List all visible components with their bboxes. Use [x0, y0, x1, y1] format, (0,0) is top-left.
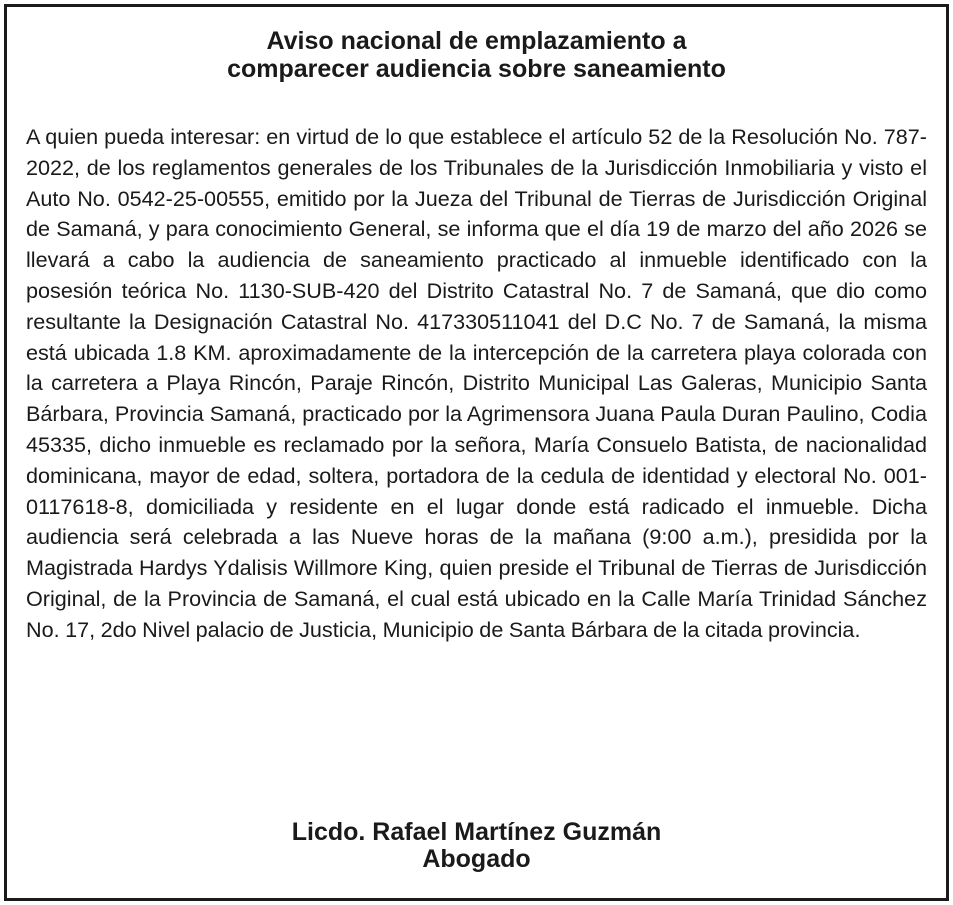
- notice-title: [7, 27, 946, 83]
- signer-name: Licdo. Rafael Martínez Guzmán: [291, 818, 662, 846]
- signer-title: Abogado: [422, 845, 531, 873]
- notice-title-line-2: comparecer audiencia sobre saneamiento: [227, 55, 726, 83]
- notice-title-line-1: Aviso nacional de emplazamiento a: [266, 27, 687, 55]
- signature-block: [7, 819, 946, 873]
- legal-notice: [4, 4, 949, 901]
- notice-body: A quien pueda interesar: en virtud de lo que establece el artículo 52 de la Resolución No. 787-2022, de los reglamentos generales de los Tribunales de la Jurisdicción Inmobiliaria y visto el Auto No. 0542-25-00555, emitido por la Jueza del Tribunal de Tierras de Jurisdicción Original de Samaná, y para conocimiento General, se informa que el día 19 de marzo del año 2026 se llevará a cabo la audiencia de saneamiento practicado al inmueble identificado con la posesión teórica No. 1130-SUB-420 del Distrito Catastral No. 7 de Samaná, que dio como resultante la Designación Catastral No. 417330511041 del D.C No. 7 de Samaná, la misma está ubicada 1.8 KM. aproximadamente de la intercepción de la carretera playa colorada con la carretera a Playa Rincón, Paraje Rincón, Distrito Municipal Las Galeras, Municipio Santa Bárbara, Provincia Samaná, practicado por la Agrimensora Juana Paula Duran Paulino, Codia 45335, dicho inmueble es reclamado por la señora, María Consuelo Batista, de nacionalidad dominicana, mayor de edad, soltera, portadora de la cedula de identidad y electoral No. 001-0117618-8, domiciliada y residente en el lugar donde está radicado el inmueble. Dicha audiencia será celebrada a las Nueve horas de la mañana (9:00 a.m.), presidida por la Magistrada Hardys Ydalisis Willmore King, quien preside el Tribunal de Tierras de Jurisdicción Original, de la Provincia de Samaná, el cual está ubicado en la Calle María Trinidad Sánchez No. 17, 2do Nivel palacio de Justicia, Municipio de Santa Bárbara de la citada provincia.: [26, 124, 927, 642]
